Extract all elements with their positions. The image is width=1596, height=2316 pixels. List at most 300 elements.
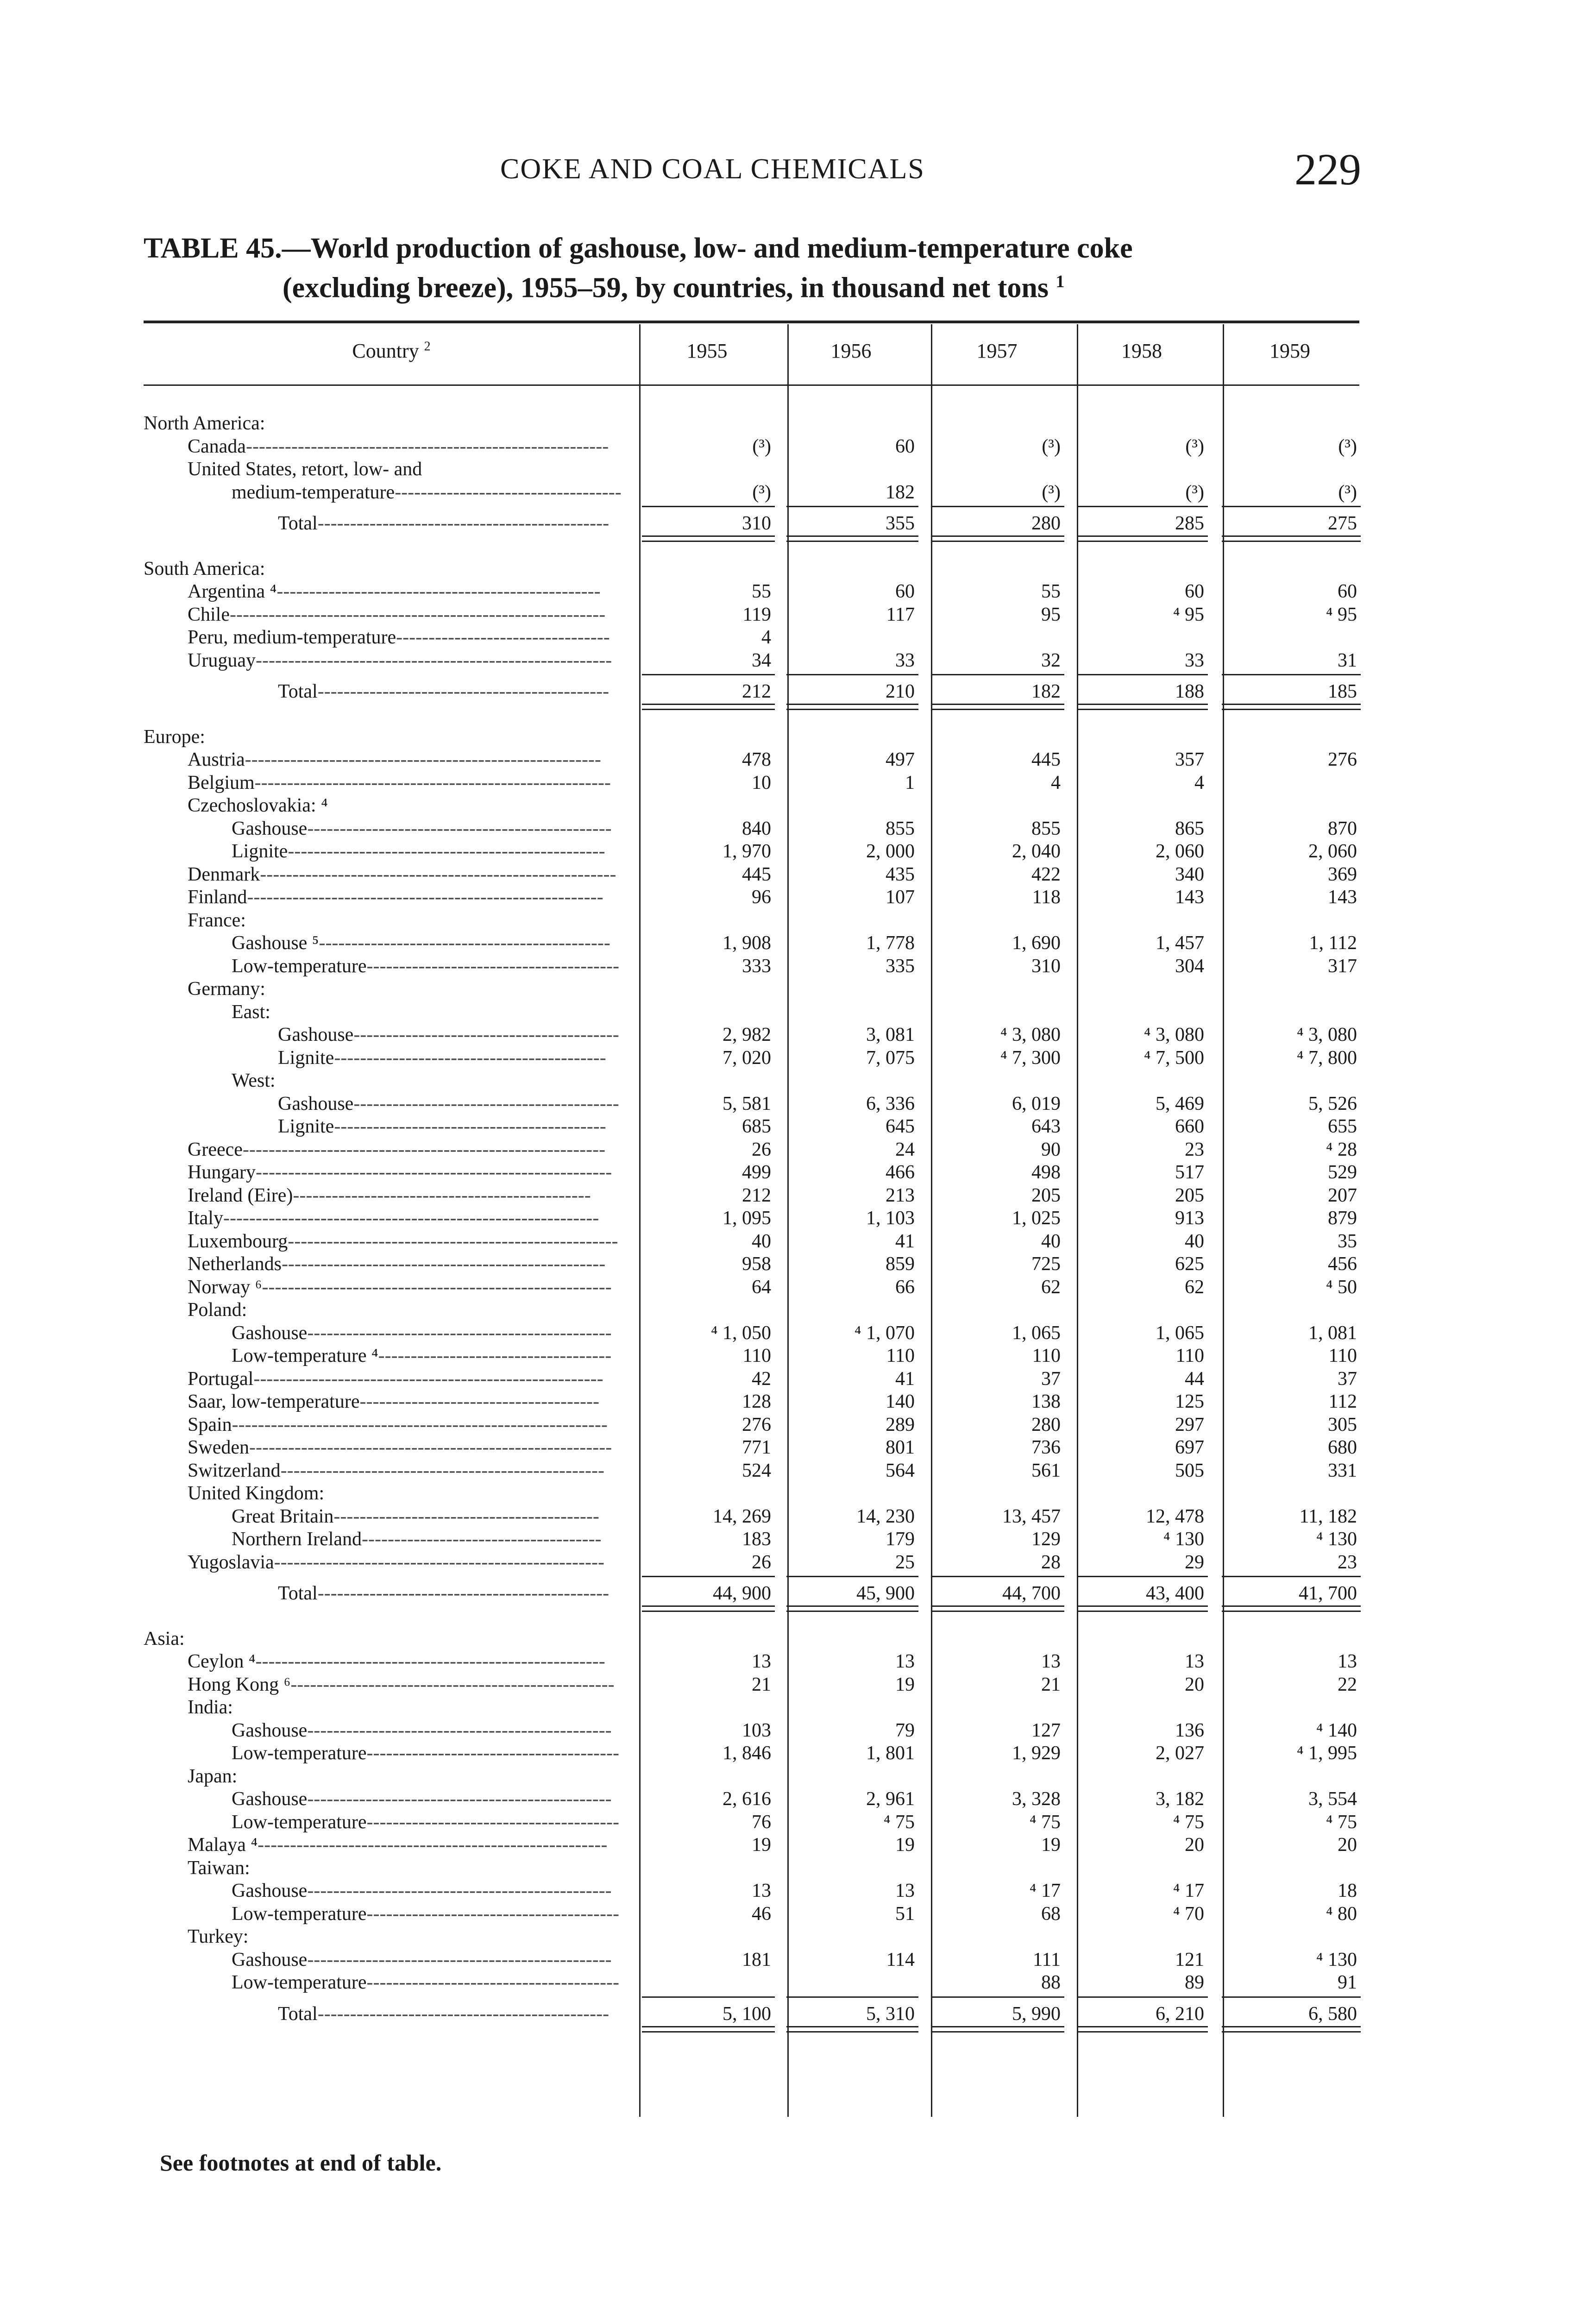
cell-1959: ⁴ 130 [1316,1949,1357,1970]
cell-1957: 445 [1031,749,1061,770]
table-row [0,1276,1596,1298]
cell-1955: 76 [752,1811,771,1833]
cell-1958: 23 [1185,1139,1204,1160]
cell-1959: 20 [1338,1834,1357,1856]
cell-1959: 1, 081 [1308,1322,1357,1344]
cell-1958: 517 [1175,1162,1204,1183]
cell-1955: 183 [742,1529,771,1550]
cell-1956: 466 [886,1162,915,1183]
row-label: Low-temperature--------------------------------------- [232,1743,619,1764]
table-row [0,1093,1596,1115]
cell-1957: 28 [1041,1551,1061,1573]
cell-1958: 297 [1175,1414,1204,1435]
row-label: United States, retort, low- and [188,459,422,480]
cell-1955: 64 [752,1276,771,1298]
row-label: Czechoslovakia: ⁴ [188,795,328,816]
cell-1957: 37 [1041,1368,1061,1390]
total-rule [1078,2026,1208,2033]
cell-1959: 317 [1328,955,1357,977]
row-label: Belgium------------------------------------------------------- [188,772,611,793]
cell-1956: 66 [895,1276,915,1298]
cell-1958: 357 [1175,749,1204,770]
cell-1959: 41, 700 [1299,1583,1357,1604]
row-label: Argentina ⁴-------------------------------------------------- [188,581,601,602]
table-row [0,1857,1596,1879]
total-rule [642,535,775,542]
row-label: Total--------------------------------------------- [278,681,609,702]
cell-1956: 497 [886,749,915,770]
total-rule [642,506,775,507]
table-row [0,1505,1596,1528]
table-caption [144,232,1366,305]
cell-1956: 19 [895,1834,915,1856]
cell-1959: 6, 580 [1308,2003,1357,2025]
total-rule [1078,1576,1208,1577]
cell-1955: ⁴ 1, 050 [710,1322,771,1344]
cell-1956: 25 [895,1551,915,1573]
row-label: Low-temperature--------------------------------------- [232,1903,619,1925]
cell-1959: 37 [1338,1368,1357,1390]
cell-1955: 1, 846 [723,1743,771,1764]
cell-1958: 913 [1175,1208,1204,1229]
cell-1955: 34 [752,649,771,671]
cell-1959: 112 [1328,1391,1357,1412]
table-row [0,1880,1596,1902]
total-rule [932,535,1064,542]
cell-1957: (³) [1042,435,1061,457]
cell-1957: 13, 457 [1002,1505,1061,1527]
cell-1957: 2, 040 [1012,841,1061,862]
cell-1956: 1 [905,772,915,793]
cell-1957: 6, 019 [1012,1093,1061,1114]
cell-1955: 128 [742,1391,771,1412]
caption-line-1: TABLE 45.—World production of gashouse, low- and medium-temperature coke [144,233,1133,264]
row-label: Gashouse----------------------------------------------- [232,1949,612,1970]
row-label: Great Britain----------------------------------------- [232,1505,599,1527]
cell-1956: 41 [895,1368,915,1390]
table-row [0,955,1596,977]
table-row [0,1024,1596,1046]
header-country: Country $^2$ [352,339,431,362]
cell-1957: ⁴ 17 [1029,1880,1061,1901]
cell-1958: ⁴ 95 [1173,604,1204,625]
caption-footnote-ref: 1 [1056,272,1065,291]
cell-1959: 456 [1328,1253,1357,1275]
cell-1955: 46 [752,1903,771,1925]
table-row [0,772,1596,794]
cell-1955: 96 [752,887,771,908]
cell-1957: 855 [1031,818,1061,839]
cell-1956: 51 [895,1903,915,1925]
table-row [0,726,1596,748]
cell-1956: 335 [886,955,915,977]
cell-1959: 3, 554 [1308,1788,1357,1810]
table-row [0,863,1596,886]
cell-1955: 2, 616 [723,1788,771,1810]
total-rule [786,674,918,675]
cell-1956: 564 [886,1460,915,1481]
cell-1957: 3, 328 [1012,1788,1061,1810]
cell-1958: 4 [1194,772,1204,793]
cell-1958: 125 [1175,1391,1204,1412]
header-rule [144,384,1359,386]
row-label: Turkey: [188,1926,249,1947]
table-row [0,604,1596,626]
table-row [0,1719,1596,1742]
cell-1959: ⁴ 75 [1326,1811,1357,1833]
cell-1957: 182 [1031,681,1061,702]
table-row [0,1047,1596,1069]
row-label: West: [232,1070,276,1091]
table-total-row [0,680,1596,703]
cell-1956: 5, 310 [866,2003,915,2025]
cell-1957: 111 [1033,1949,1061,1970]
total-rule [786,2026,918,2033]
total-rule [642,1996,775,1998]
cell-1958: 60 [1185,581,1204,602]
cell-1958: 3, 182 [1156,1788,1204,1810]
cell-1957: 32 [1041,649,1061,671]
cell-1957: 736 [1031,1437,1061,1458]
cell-1959: ⁴ 1, 995 [1296,1743,1357,1764]
cell-1955: 44, 900 [713,1583,771,1604]
cell-1955: 181 [742,1949,771,1970]
cell-1959: 2, 060 [1308,841,1357,862]
cell-1956: 107 [886,887,915,908]
cell-1958: 188 [1175,681,1204,702]
table-row [0,1139,1596,1161]
row-label: Total--------------------------------------------- [278,1583,609,1604]
cell-1956: 41 [895,1230,915,1252]
cell-1958: 43, 400 [1146,1583,1204,1604]
cell-1959: ⁴ 28 [1326,1139,1357,1160]
row-label: South America: [144,558,265,579]
cell-1956: 60 [895,435,915,457]
row-label: Peru, medium-temperature--------------------------------- [188,627,610,648]
cell-1957: 95 [1041,604,1061,625]
cell-1958: 136 [1175,1719,1204,1741]
cell-1959: (³) [1338,481,1357,503]
table-row [0,458,1596,480]
row-label: Uruguay------------------------------------------------------- [188,649,612,671]
cell-1955: 958 [742,1253,771,1275]
cell-1959: 35 [1338,1230,1357,1252]
cell-1956: 60 [895,581,915,602]
row-label: Gashouse----------------------------------------------- [232,1719,612,1741]
total-rule [786,1576,918,1577]
table-row [0,1460,1596,1482]
row-label: United Kingdom: [188,1483,325,1504]
table-total-row [0,2003,1596,2025]
cell-1956: 182 [886,481,915,503]
total-rule [786,1605,918,1612]
row-label: Saar, low-temperature------------------------------------- [188,1391,599,1412]
table-top-rule [144,321,1359,323]
cell-1958: 20 [1185,1834,1204,1856]
cell-1959: 143 [1328,887,1357,908]
cell-1958: 6, 210 [1156,2003,1204,2025]
cell-1957: 44, 700 [1002,1583,1061,1604]
cell-1959: 60 [1338,581,1357,602]
cell-1955: 524 [742,1460,771,1481]
cell-1959: 18 [1338,1880,1357,1901]
total-rule [1078,1605,1208,1612]
cell-1957: 118 [1032,887,1061,908]
header-year-1959: 1959 [1269,340,1310,362]
cell-1956: ⁴ 75 [883,1811,915,1833]
cell-1958: 505 [1175,1460,1204,1481]
row-label: Chile---------------------------------------------------------- [188,604,606,625]
cell-1958: 13 [1185,1651,1204,1672]
row-label: Taiwan: [188,1857,250,1879]
cell-1958: 2, 060 [1156,841,1204,862]
cell-1959: 22 [1338,1674,1357,1695]
table-row [0,1788,1596,1810]
table-row [0,1436,1596,1459]
row-label: Norway ⁶------------------------------------------------------ [188,1276,612,1298]
cell-1958: ⁴ 130 [1163,1529,1204,1550]
total-rule [786,535,918,542]
cell-1959: ⁴ 130 [1316,1529,1357,1550]
cell-1955: 333 [742,955,771,977]
cell-1956: 79 [895,1719,915,1741]
row-label: Gashouse----------------------------------------------- [232,1788,612,1810]
total-rule [932,506,1064,507]
table-row [0,978,1596,1000]
cell-1959: ⁴ 95 [1326,604,1357,625]
total-rule [932,1996,1064,1998]
row-label: Lignite------------------------------------------ [278,1047,606,1069]
total-rule [1078,674,1208,675]
total-rule [1078,535,1208,542]
table-row [0,886,1596,908]
total-rule [1078,704,1208,710]
row-label: Hong Kong ⁶-------------------------------------------------- [188,1674,615,1695]
cell-1958: 5, 469 [1156,1093,1204,1114]
table-row [0,1528,1596,1550]
row-label: Luxembourg--------------------------------------------------- [188,1230,618,1252]
cell-1955: 840 [742,818,771,839]
cell-1959: 11, 182 [1299,1505,1357,1527]
total-rule [642,2026,775,2033]
table-row [0,1230,1596,1252]
table-row [0,1696,1596,1718]
table-row [0,1971,1596,1994]
cell-1958: ⁴ 70 [1173,1903,1204,1925]
cell-1955: 103 [742,1719,771,1741]
total-rule [642,1576,775,1577]
cell-1956: 1, 103 [866,1208,915,1229]
cell-1955: 26 [752,1551,771,1573]
cell-1955: 445 [742,863,771,885]
cell-1955: 5, 581 [723,1093,771,1114]
cell-1956: 2, 961 [866,1788,915,1810]
table-row [0,1482,1596,1504]
cell-1955: (³) [752,481,771,503]
cell-1959: 529 [1328,1162,1357,1183]
cell-1959: 91 [1338,1972,1357,1993]
cell-1957: 643 [1031,1116,1061,1137]
cell-1956: 114 [886,1949,915,1970]
caption-line-2: (excluding breeze), 1955–59, by countries, in thousand net tons [283,272,1049,304]
total-rule [932,704,1064,710]
cell-1958: 110 [1175,1345,1204,1366]
table-row [0,909,1596,931]
cell-1957: 68 [1041,1903,1061,1925]
cell-1958: 33 [1185,649,1204,671]
row-label: Switzerland-------------------------------------------------- [188,1460,604,1481]
row-label: Sweden-------------------------------------------------------- [188,1437,612,1458]
table-row [0,1115,1596,1138]
row-label: Northern Ireland------------------------------------- [232,1529,602,1550]
cell-1958: 285 [1175,513,1204,534]
total-rule [1222,704,1361,710]
cell-1956: 110 [886,1345,915,1366]
cell-1957: 13 [1041,1651,1061,1672]
row-label: Asia: [144,1628,185,1649]
cell-1955: 26 [752,1139,771,1160]
row-label: Gashouse ⁵--------------------------------------------- [232,932,610,954]
table-row [0,1207,1596,1229]
cell-1957: 310 [1031,955,1061,977]
total-rule [1222,1576,1361,1577]
row-label: Poland: [188,1299,247,1321]
total-rule [1222,535,1361,542]
total-rule [786,1996,918,1998]
table-row [0,1903,1596,1925]
cell-1959: 331 [1328,1460,1357,1481]
cell-1958: 20 [1185,1674,1204,1695]
cell-1956: 6, 336 [866,1093,915,1114]
cell-1956: 859 [886,1253,915,1275]
table-row [0,1811,1596,1833]
row-label: Low-temperature--------------------------------------- [232,1811,619,1833]
cell-1959: 13 [1338,1651,1357,1672]
total-rule [1222,1996,1361,1998]
total-rule [642,704,775,710]
table-row [0,580,1596,603]
cell-1956: 14, 230 [856,1505,915,1527]
cell-1956: 7, 075 [866,1047,915,1069]
cell-1955: 13 [752,1880,771,1901]
cell-1959: 207 [1328,1184,1357,1206]
table-row [0,435,1596,458]
cell-1956: 179 [886,1529,915,1550]
cell-1955: 499 [742,1162,771,1183]
total-rule [1078,1996,1208,1998]
cell-1958: ⁴ 7, 500 [1144,1047,1204,1069]
cell-1959: 110 [1328,1345,1357,1366]
cell-1957: 138 [1031,1391,1061,1412]
cell-1959: 369 [1328,863,1357,885]
cell-1959: 23 [1338,1551,1357,1573]
total-rule [786,704,918,710]
cell-1957: 90 [1041,1139,1061,1160]
cell-1955: 119 [742,604,771,625]
row-label: Italy---------------------------------------------------------- [188,1208,599,1229]
cell-1957: 127 [1031,1719,1061,1741]
cell-1955: 212 [742,681,771,702]
cell-1958: 1, 065 [1156,1322,1204,1344]
cell-1955: 55 [752,581,771,602]
row-label: Lignite------------------------------------------ [278,1116,606,1137]
cell-1955: 212 [742,1184,771,1206]
cell-1956: 645 [886,1116,915,1137]
cell-1958: 625 [1175,1253,1204,1275]
cell-1958: 62 [1185,1276,1204,1298]
cell-1958: 205 [1175,1184,1204,1206]
cell-1957: 40 [1041,1230,1061,1252]
table-row [0,1322,1596,1344]
cell-1959: 680 [1328,1437,1357,1458]
cell-1956: 3, 081 [866,1024,915,1045]
page-number: 229 [1294,145,1361,194]
cell-1955: 478 [742,749,771,770]
table-row [0,818,1596,840]
table-row [0,1391,1596,1413]
table-row [0,1742,1596,1764]
table-row [0,840,1596,862]
cell-1958: 29 [1185,1551,1204,1573]
cell-1959: 185 [1328,681,1357,702]
cell-1959: 870 [1328,818,1357,839]
cell-1955: 685 [742,1116,771,1137]
total-rule [1222,2026,1361,2033]
cell-1958: 865 [1175,818,1204,839]
cell-1958: (³) [1185,481,1204,503]
table-row [0,1551,1596,1573]
row-label: Low-temperature--------------------------------------- [232,955,619,977]
cell-1956: 117 [886,604,915,625]
table-row [0,932,1596,954]
cell-1958: 121 [1175,1949,1204,1970]
cell-1956: 45, 900 [856,1583,915,1604]
table-total-row [0,512,1596,535]
cell-1956: 855 [886,818,915,839]
header-year-1955: 1955 [686,340,728,362]
cell-1957: (³) [1042,481,1061,503]
cell-1959: 31 [1338,649,1357,671]
cell-1957: 62 [1041,1276,1061,1298]
table-row [0,749,1596,771]
cell-1955: 14, 269 [713,1505,771,1527]
row-label: Gashouse----------------------------------------------- [232,1880,612,1901]
cell-1955: 7, 020 [723,1047,771,1069]
cell-1958: 340 [1175,863,1204,885]
cell-1955: 771 [742,1437,771,1458]
cell-1959: ⁴ 80 [1326,1903,1357,1925]
table-row [0,649,1596,672]
total-rule [1222,506,1361,507]
cell-1956: 24 [895,1139,915,1160]
cell-1957: 561 [1031,1460,1061,1481]
row-label: Low-temperature--------------------------------------- [232,1972,619,1993]
row-label: Germany: [188,978,265,1000]
total-rule [1078,506,1208,507]
cell-1957: 280 [1031,513,1061,534]
cell-1959: ⁴ 140 [1316,1719,1357,1741]
cell-1956: 355 [886,513,915,534]
table-row [0,1184,1596,1207]
cell-1959: ⁴ 7, 800 [1296,1047,1357,1069]
table-row [0,1926,1596,1948]
cell-1955: 19 [752,1834,771,1856]
cell-1957: 4 [1051,772,1061,793]
cell-1957: 1, 065 [1012,1322,1061,1344]
table-row [0,1834,1596,1856]
cell-1958: 143 [1175,887,1204,908]
cell-1959: 5, 526 [1308,1093,1357,1114]
